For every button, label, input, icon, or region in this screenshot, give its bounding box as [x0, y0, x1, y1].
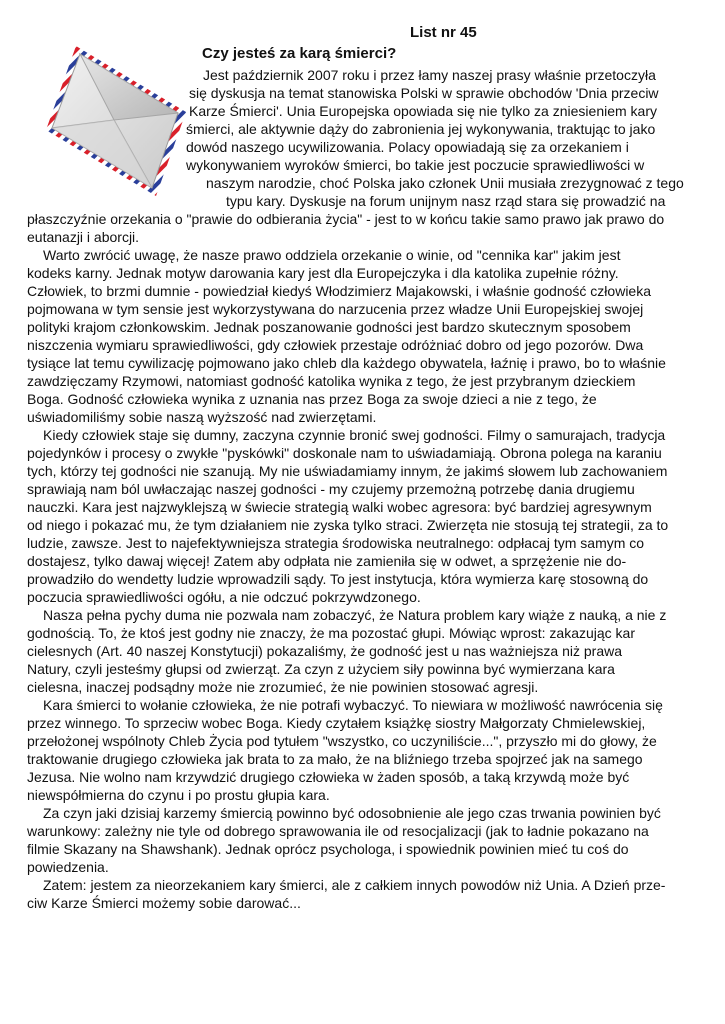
text-line: powiedzenia.	[27, 859, 109, 875]
text-line: przez winnego. To sprzeciw wobec Boga. Kiedy czytałem książkę siostry Małgorzaty Chmielewskiej,	[27, 715, 646, 731]
text-line: Karze Śmierci'. Unia Europejska opowiada się nie tylko za zniesieniem kary	[189, 103, 657, 119]
text-line: naszym narodzie, choć Polska jako członek Unii musiała zrezygnować z tego	[206, 175, 684, 191]
text-line: ludzie, zawsze. Jest to najefektywniejsza strategia środowiska neutralnego: odpłacaj tym samym co	[27, 535, 645, 551]
text-line: Nasza pełna pychy duma nie pozwala nam zobaczyć, że Natura problem kary wiąże z nauką, a nie z	[43, 607, 667, 623]
text-line: się dyskusja na temat stanowiska Polski w sprawie obchodów 'Dnia przeciw	[189, 85, 659, 101]
text-line: niewspółmierna do czynu i po prostu głupia kara.	[27, 787, 330, 803]
text-line: Kiedy człowiek staje się dumny, zaczyna czynnie bronić swej godności. Filmy o samurajach, tradycja	[43, 427, 666, 443]
text-line: tysiące lat temu cywilizację pojmowano jako chleb dla każdego obywatela, łaźnię i prawo, bo to właśnie	[27, 355, 666, 371]
text-line: Jest październik 2007 roku i przez łamy naszej prasy właśnie przetoczyła	[203, 67, 656, 83]
text-line: warunkowy: zależny nie tyle od dobrego sprawowania ile od resocjalizacji (jak to ładnie pokazano na	[27, 823, 649, 839]
text-line: Natury, czyli jesteśmy głupsi od zwierząt. Za czyn z użyciem siły powinna być wymierzana kara	[27, 661, 615, 677]
text-line: polityki krajom członkowskim. Jednak poszanowanie godności jest bardzo skutecznym sposobem	[27, 319, 631, 335]
envelope-icon	[36, 42, 198, 200]
text-line: Jezusa. Nie wolno nam krzywdzić drugiego człowieka w żaden sposób, a taką krzywdą może być	[27, 769, 630, 785]
text-line: Kara śmierci to wołanie człowieka, że nie potrafi wybaczyć. To niewiara w możliwość nawrócenia się	[43, 697, 663, 713]
text-line: Za czyn jaki dzisiaj karzemy śmiercią powinno być odosobnienie ale jego czas trwania powinien być	[43, 805, 661, 821]
text-line: godnością. To, że ktoś jest godny nie znaczy, że ma pozostać głupi. Mówiąc wprost: zakazując kar	[27, 625, 636, 641]
text-line: wykonywaniem wyroków śmierci, bo takie jest poczucie sprawiedliwości w	[186, 157, 645, 173]
text-line: od niego i pokazać mu, że tym działaniem nie zyska tylko straci. Zwierzęta nie stosują tej strategii, za to	[27, 517, 669, 533]
text-line: uświadomiliśmy sobie naszą wyższość nad zwierzętami.	[27, 409, 377, 425]
text-line: śmierci, ale aktywnie dąży do zabronienia jej wykonywania, traktując to jako	[186, 121, 656, 137]
text-line: nauczki. Kara jest najzwyklejszą w świecie strategią walki wobec agresora: być bardziej agresywnym	[27, 499, 652, 515]
text-line: eutanazji i aborcji.	[27, 229, 140, 245]
text-line: dowód naszego ucywilizowania. Polacy opowiadają się za orzekaniem i	[186, 139, 629, 155]
text-line: sprawiają nam ból uwłaczając naszej godności - my czujemy przemożną potrzebę dania drugiemu	[27, 481, 635, 497]
text-line: Człowiek, to brzmi dumnie - powiedział kiedyś Włodzimierz Majakowski, i właśnie godność człowieka	[27, 283, 651, 299]
text-line: filmie Skazany na Shawshank). Jednak oprócz psychologa, i spowiednik powinien mieć tu coś do	[27, 841, 629, 857]
text-line: cielesna, inaczej podsądny może nie zrozumieć, że nie powinien stosować agresji.	[27, 679, 539, 695]
text-line: kodeks karny. Jednak motyw darowania kary jest dla Europejczyka i dla katolika zupełnie różny.	[27, 265, 619, 281]
text-line: Boga. Godność człowieka wynika z uznania nas przez Boga za swoje dzieci a nie z tego, że	[27, 391, 597, 407]
text-line: przełożonej wspólnoty Chleb Życia pod tytułem "wszystko, co uczyniliście...", przyszło mi do głowy, że	[27, 733, 657, 749]
text-line: traktowanie drugiego człowieka jak brata to za mało, że na bliźniego trzeba spojrzeć jak na samego	[27, 751, 643, 767]
letter-title: Czy jesteś za karą śmierci?	[202, 45, 397, 62]
text-line: Warto zwrócić uwagę, że nasze prawo oddziela orzekanie o winie, od "cennika kar" jakim jest	[43, 247, 621, 263]
letter-number: List nr 45	[410, 24, 477, 41]
text-line: niszczenia wymiaru sprawiedliwości, gdy człowiek przestaje odróżniać dobro od jego pozorów. Dwa	[27, 337, 644, 353]
text-line: Zatem: jestem za nieorzekaniem kary śmierci, ale z całkiem innych powodów niż Unia. A Dzień prze-	[43, 877, 666, 893]
text-line: zawdzięczamy Rzymowi, natomiast godność katolika wynika z tego, że jest przybranym dzieckiem	[27, 373, 636, 389]
text-line: prowadziło do wendetty ludzie wprowadzili sądy. To jest instytucja, która wymierza karę stosowną do	[27, 571, 649, 587]
text-line: dostajesz, tylko dawaj więcej! Zatem aby odpłata nie zamieniła się w odwet, a sprzężenie nie do-	[27, 553, 627, 569]
text-line: cielesnych (Art. 40 naszej Konstytucji) pokazaliśmy, że godność jest u nas ważniejsza niż prawa	[27, 643, 623, 659]
text-line: tych, którzy tej godności nie szanują. My nie uświadamiamy innym, że jakimś słowem lub zachowaniem	[27, 463, 668, 479]
text-line: pojedynków i procesy o zwykłe "pyskówki" doskonale nam to uświadamiają. Obrona polega na karaniu	[27, 445, 662, 461]
text-line: płaszczyźnie orzekania o "prawie do odbierania życia" - jest to w końcu takie samo prawo jak prawo do	[27, 211, 665, 227]
text-line: typu kary. Dyskusje na forum unijnym nasz rząd stara się prowadzić na	[226, 193, 666, 209]
text-line: poczucia sprawiedliwości ogółu, a nie odczuć pokrzywdzonego.	[27, 589, 421, 605]
text-line: ciw Karze Śmierci możemy sobie darować...	[27, 895, 301, 911]
text-line: pojmowana w tym sensie jest wykorzystywana do narzucenia przez władze Unii Europejskiej swojej	[27, 301, 644, 317]
